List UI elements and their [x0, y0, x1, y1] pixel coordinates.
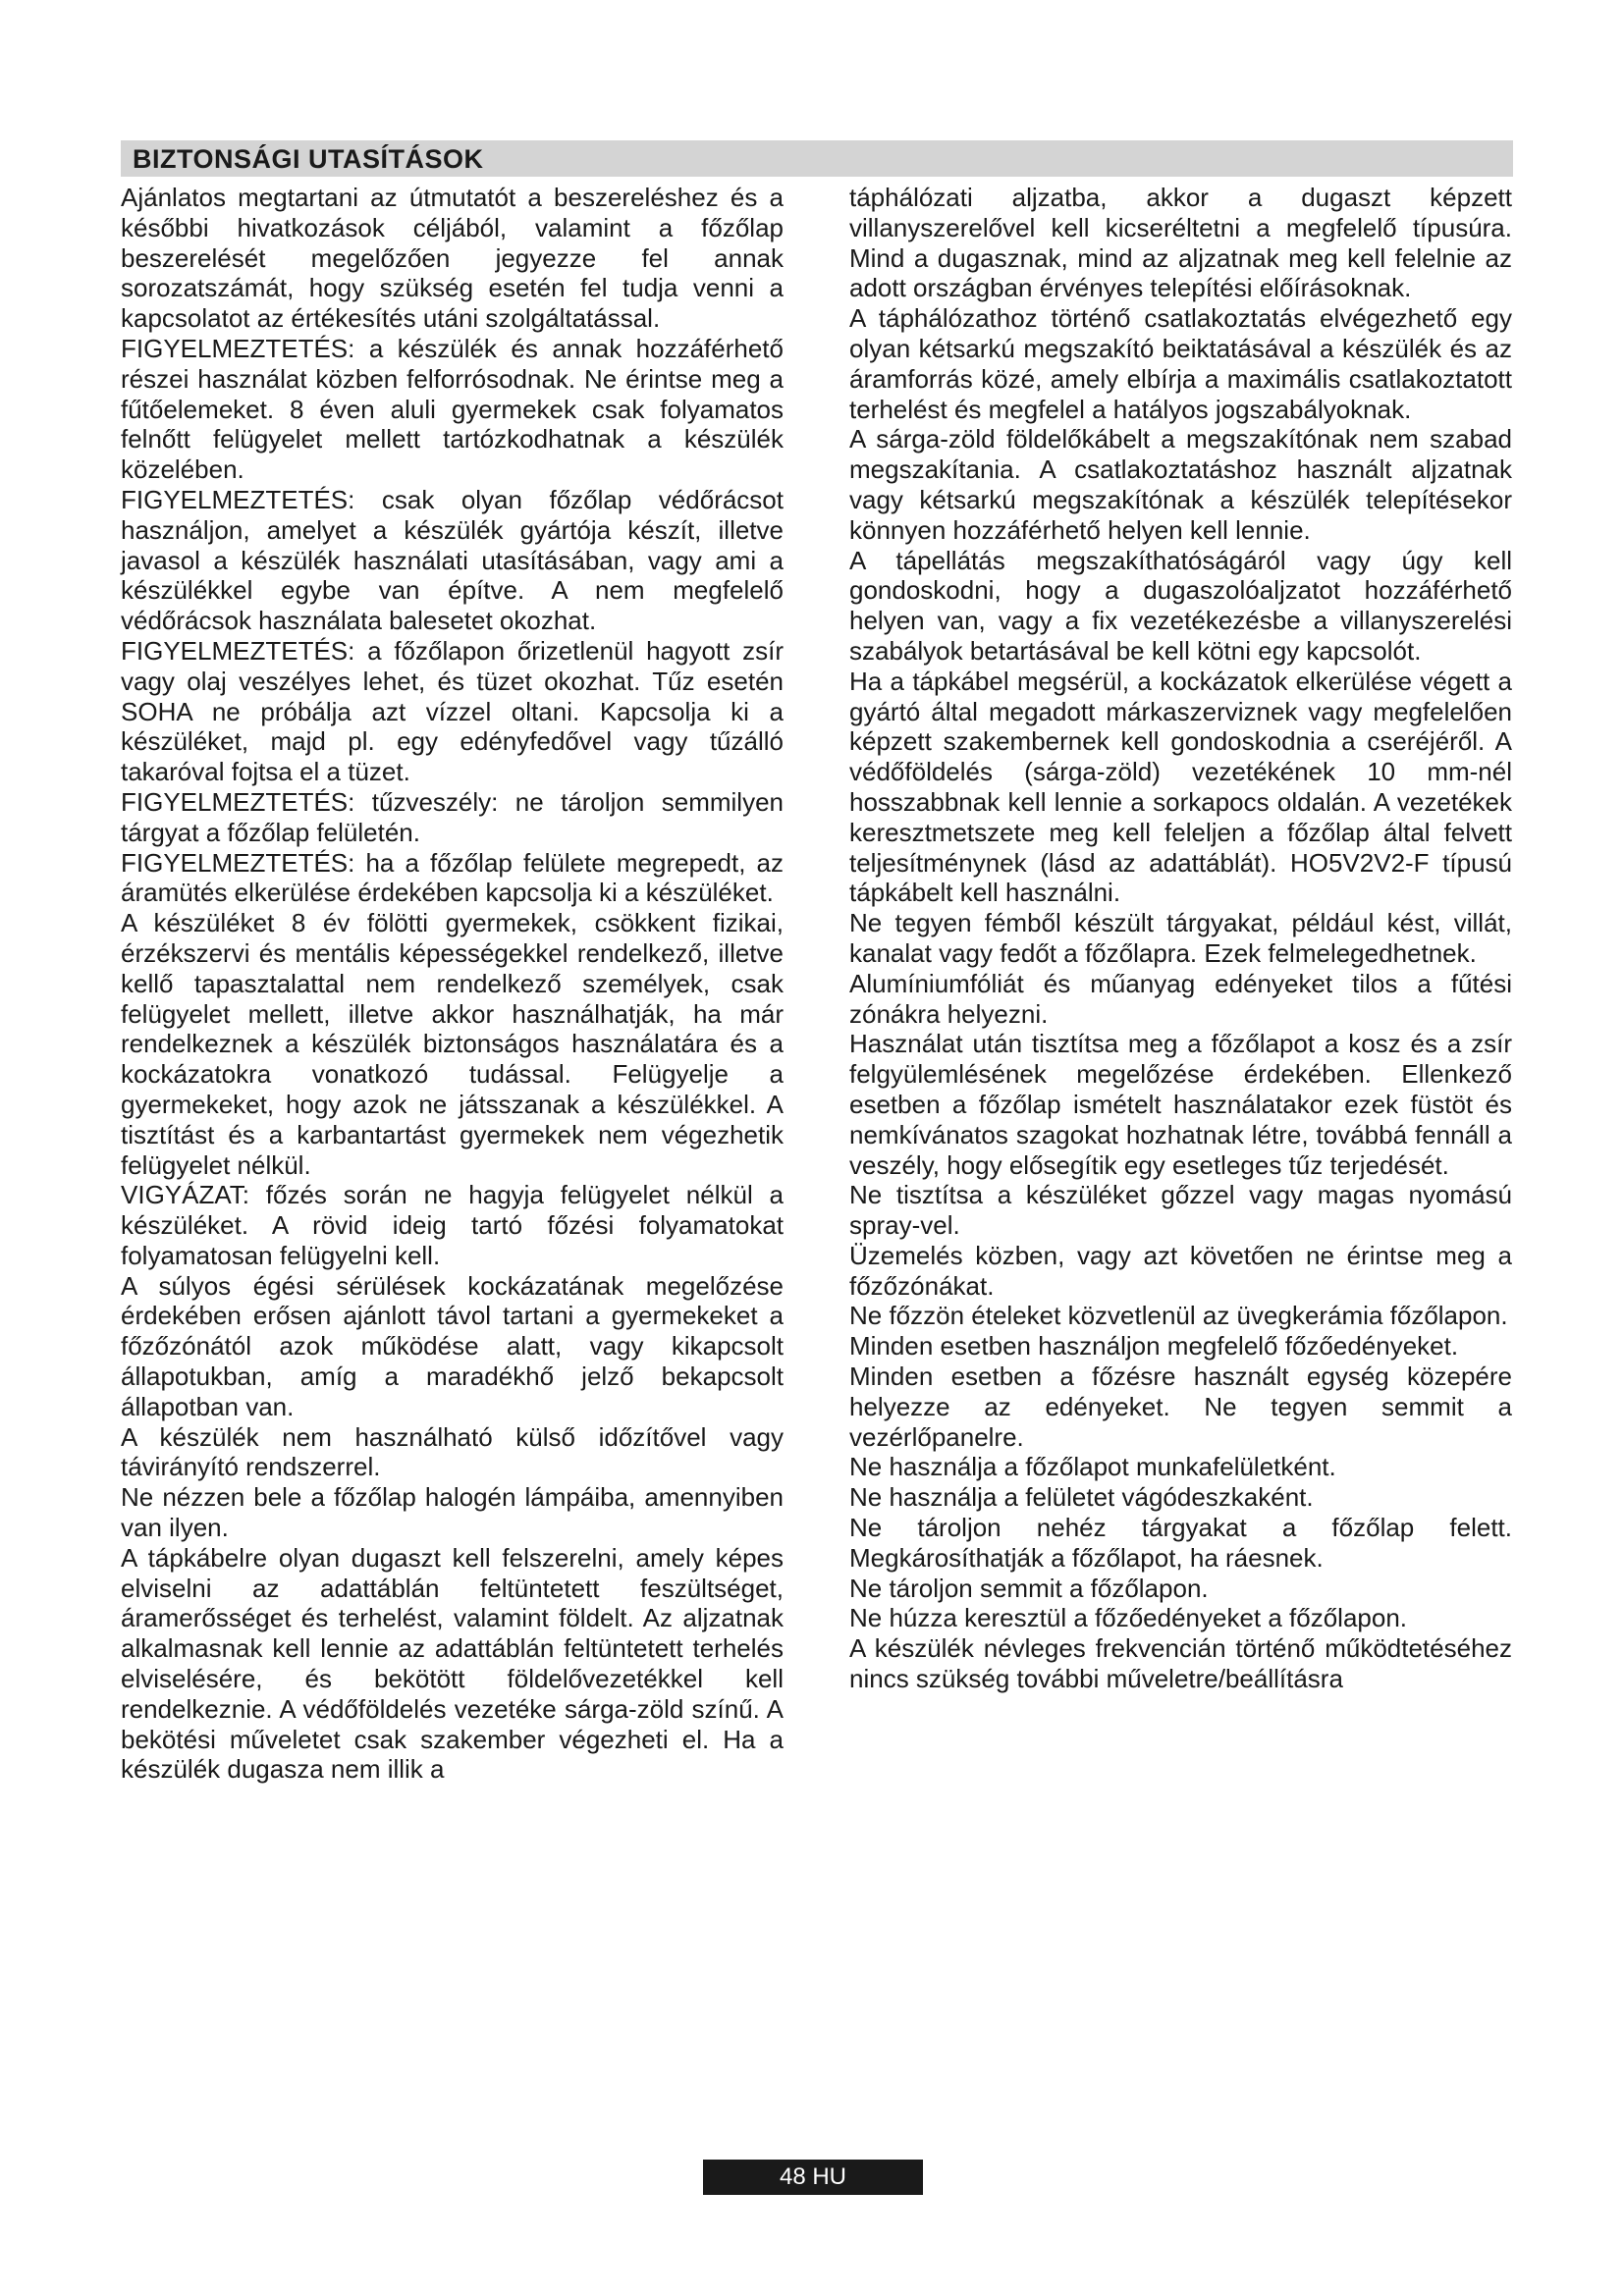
section-title: BIZTONSÁGI UTASÍTÁSOK [133, 144, 484, 174]
paragraph: Ne tegyen fémből készült tárgyakat, például kést, villát, kanalat vagy fedőt a főzőlapra. Ezek felmelegedhetnek. [849, 908, 1512, 968]
paragraph: Minden esetben a főzésre használt egység közepére helyezze az edényeket. Ne tegyen semmit a vezérlőpanelre. [849, 1362, 1512, 1452]
paragraph: Használat után tisztítsa meg a főzőlapot a kosz és a zsír felgyülemlésének megelőzése érdekében. Ellenkező esetben a főzőlap ismételt használatakor ezek füstöt és nemkívánatos szagokat hozhatnak létre, továbbá fennáll a veszély, hogy elősegítik egy esetleges tűz terjedését. [849, 1029, 1512, 1180]
right-column [849, 183, 1512, 1694]
paragraph: Ne húzza keresztül a főzőedényeket a főzőlapon. [849, 1603, 1408, 1633]
page-number-badge: 48 HU [703, 2160, 923, 2195]
paragraph: VIGYÁZAT: főzés során ne hagyja felügyelet nélkül a készüléket. A rövid ideig tartó főzési folyamatokat folyamatosan felügyelni kell. [121, 1180, 784, 1270]
paragraph: Ne nézzen bele a főzőlap halogén lámpáiba, amennyiben van ilyen. [121, 1482, 784, 1543]
paragraph: FIGYELMEZTETÉS: tűzveszély: ne tároljon semmilyen tárgyat a főzőlap felületén. [121, 786, 784, 847]
paragraph: A táphálózathoz történő csatlakoztatás elvégezhető egy olyan kétsarkú megszakító beiktatásával a készülék és az áramforrás közé, amely elbírja a maximális csatlakoztatott terhelést és megfelel a hatályos jogszabályoknak. [849, 303, 1512, 424]
paragraph: Ha a tápkábel megsérül, a kockázatok elkerülése végett a gyártó által megadott márkaszerviznek vagy megfelelően képzett szakembernek kell gondoskodnia a cseréjéről. A védőföldelés (sárga-zöld) vezetékének 10 mm-nél hosszabbnak kell lennie a sorkapocs oldalán. A vezetékek keresztmetszete meg kell feleljen a főzőlap által felvett teljesítménynek (lásd az adattáblát). HO5V2V2-F típusú tápkábelt kell használni. [849, 666, 1512, 908]
paragraph: Ne tároljon nehéz tárgyakat a főzőlap felett. Megkárosíthatják a főzőlapot, ha ráesnek. [849, 1513, 1512, 1573]
paragraph: Ajánlatos megtartani az útmutatót a beszereléshez és a későbbi hivatkozások céljából, valamint a főzőlap beszerelését megelőzően jegyezze fel annak sorozatszámát, hogy szükség esetén fel tudja venni a kapcsolatot az értékesítés utáni szolgáltatással. [121, 183, 784, 334]
paragraph: Minden esetben használjon megfelelő főzőedényeket. [849, 1331, 1459, 1362]
paragraph: Üzemelés közben, vagy azt követően ne érintse meg a főzőzónákat. [849, 1240, 1512, 1301]
paragraph: Ne használja a főzőlapot munkafelületként. [849, 1452, 1336, 1482]
paragraph: A tápellátás megszakíthatóságáról vagy úgy kell gondoskodni, hogy a dugaszolóaljzatot hozzáférhető helyen van, vagy a fix vezetékezésbe a villanyszerelési szabályok betartásával be kell kötni egy kapcsolót. [849, 545, 1512, 666]
paragraph: Ne főzzön ételeket közvetlenül az üvegkerámia főzőlapon. [849, 1301, 1508, 1331]
paragraph: FIGYELMEZTETÉS: a készülék és annak hozzáférhető részei használat közben felforrósodnak. Ne érintse meg a fűtőelemeket. 8 éven aluli gyermekek csak folyamatos felnőtt felügyelet mellett tartózkodhatnak a készülék közelében. [121, 333, 784, 485]
paragraph: A súlyos égési sérülések kockázatának megelőzése érdekében erősen ajánlott távol tartani a gyermekeket a főzőzónától azok működése alatt, vagy kikapcsolt állapotukban, amíg a maradékhő jelző bekapcsolt állapotban van. [121, 1270, 784, 1421]
paragraph: Alumíniumfóliát és műanyag edényeket tilos a fűtési zónákra helyezni. [849, 968, 1512, 1029]
paragraph: A tápkábelre olyan dugaszt kell felszerelni, amely képes elviselni az adattáblán feltüntetett feszültséget, áramerősséget és terhelést, valamint földelt. Az aljzatnak alkalmasnak kell lennie az adattáblán feltüntetett terhelés elviselésére, és bekötött földelővezetékkel kell rendelkeznie. A védőföldelés vezetéke sárga-zöld színű. A bekötési műveletet csak szakember végezheti el. Ha a készülék dugasza nem illik a [121, 1542, 784, 1785]
paragraph: A készüléket 8 év fölötti gyermekek, csökkent fizikai, érzékszervi és mentális képességekkel rendelkező, illetve kellő tapasztalattal nem rendelkező személyek, csak felügyelet mellett, illetve akkor használhatják, ha már rendelkeznek a készülék biztonságos használatára és a kockázatokra vonatkozó tudással. Felügyelje a gyermekeket, hogy azok ne játsszanak a készülékkel. A tisztítást és a karbantartást gyermekek nem végezhetik felügyelet nélkül. [121, 908, 784, 1180]
paragraph: Ne tisztítsa a készüléket gőzzel vagy magas nyomású spray-vel. [849, 1180, 1512, 1241]
paragraph: FIGYELMEZTETÉS: ha a főzőlap felülete megrepedt, az áramütés elkerülése érdekében kapcsolja ki a készüléket. [121, 847, 784, 908]
paragraph: Ne használja a felületet vágódeszkaként. [849, 1482, 1314, 1513]
paragraph: FIGYELMEZTETÉS: csak olyan főzőlap védőrácsot használjon, amelyet a készülék gyártója készít, illetve javasol a készülék használati utasításában, vagy ami a készülékkel egybe van építve. A nem megfelelő védőrácsok használata balesetet okozhat. [121, 484, 784, 636]
paragraph: A készülék névleges frekvencián történő működtetéséhez nincs szükség további műveletre/beállításra [849, 1633, 1512, 1694]
paragraph: A készülék nem használható külső időzítővel vagy távirányító rendszerrel. [121, 1421, 784, 1482]
paragraph: FIGYELMEZTETÉS: a főzőlapon őrizetlenül hagyott zsír vagy olaj veszélyes lehet, és tüzet okozhat. Tűz esetén SOHA ne próbálja azt vízzel oltani. Kapcsolja ki a készüléket, majd pl. egy edényfedővel vagy tűzálló takaróval fojtsa el a tüzet. [121, 635, 784, 787]
paragraph: táphálózati aljzatba, akkor a dugaszt képzett villanyszerelővel kell kicseréltetni a megfelelő típusúra. Mind a dugasznak, mind az aljzatnak meg kell felelnie az adott országban érvényes telepítési előírásoknak. [849, 183, 1512, 303]
left-column [121, 183, 784, 1785]
paragraph: Ne tároljon semmit a főzőlapon. [849, 1573, 1209, 1603]
section-header-bar [121, 140, 1513, 177]
paragraph: A sárga-zöld földelőkábelt a megszakítónak nem szabad megszakítania. A csatlakoztatáshoz használt aljzatnak vagy kétsarkú megszakítónak a készülék telepítésekor könnyen hozzáférhető helyen kell lennie. [849, 424, 1512, 545]
